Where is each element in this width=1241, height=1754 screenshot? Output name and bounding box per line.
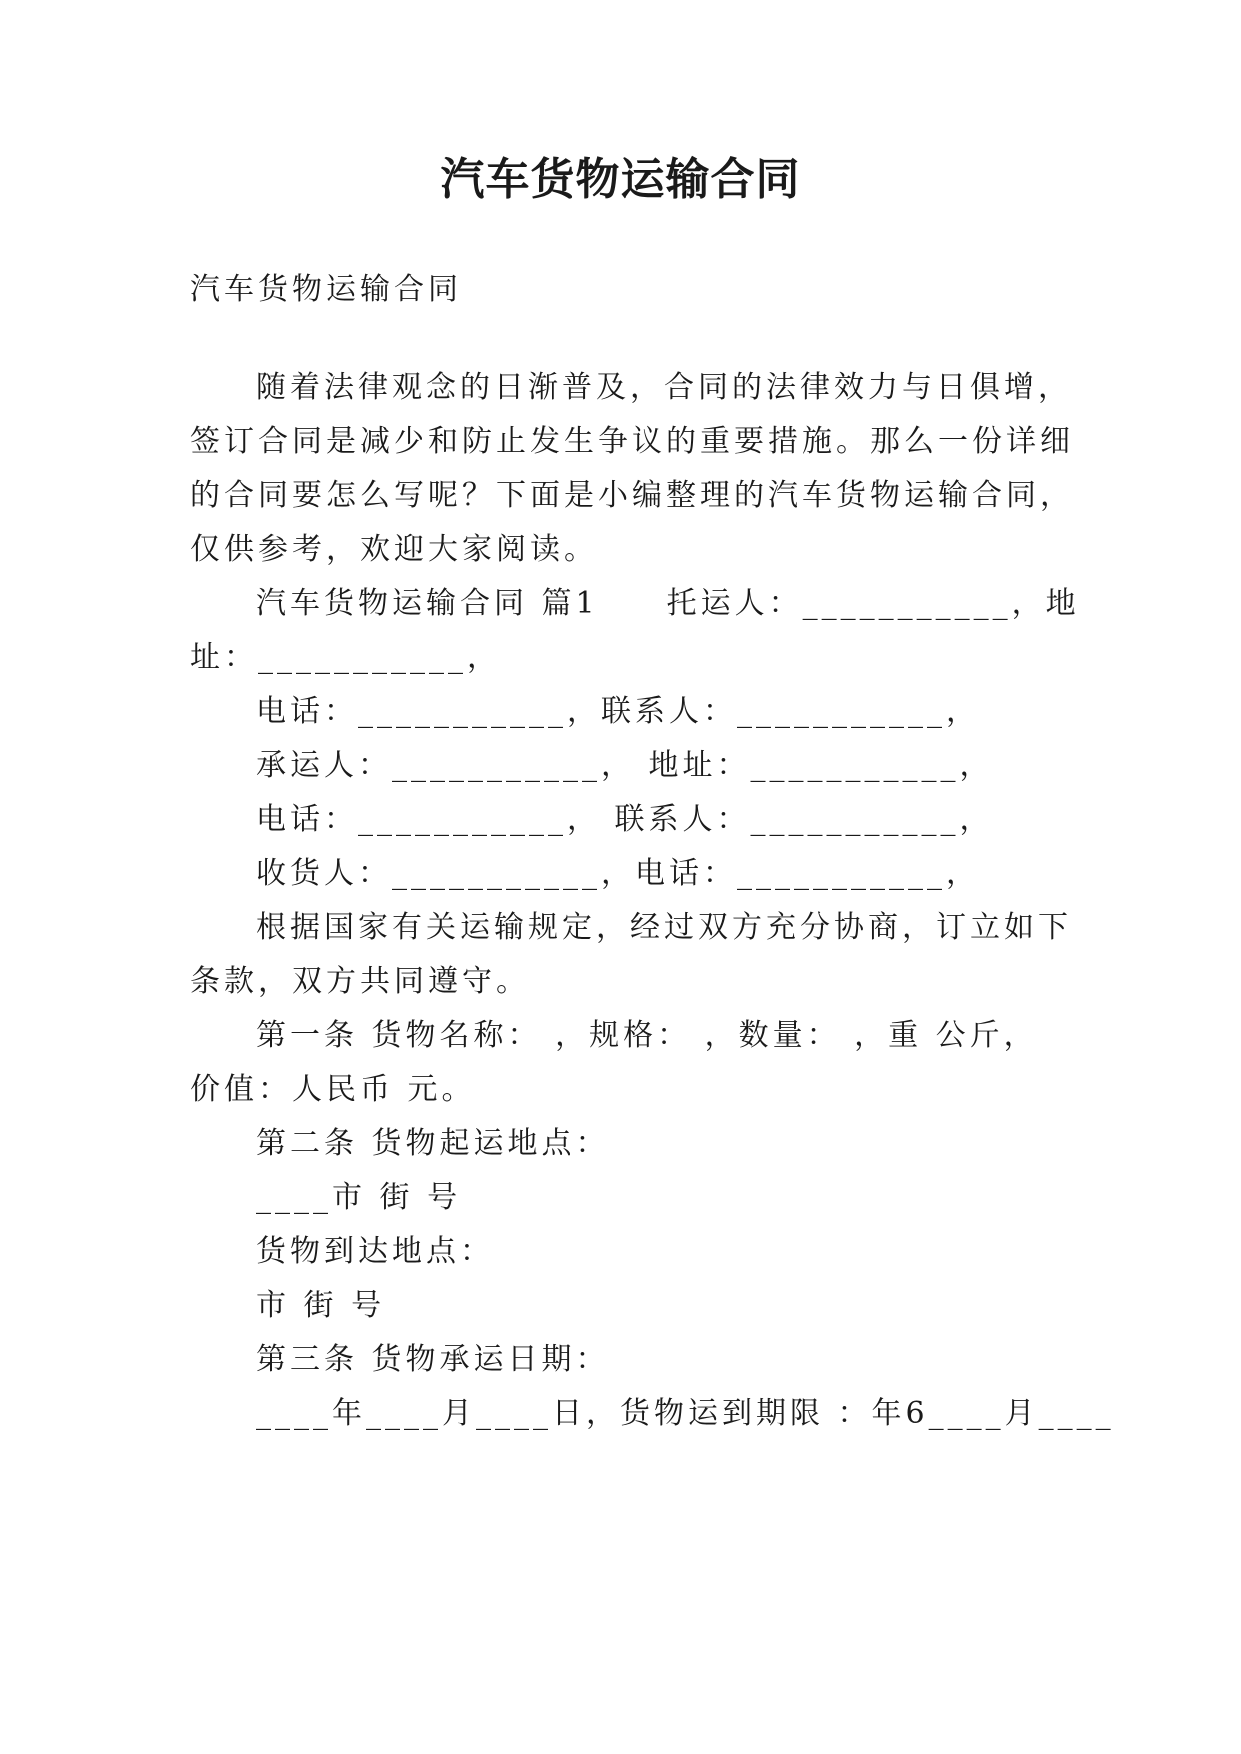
paragraph-line: 签订合同是减少和防止发生争议的重要措施。那么一份详细: [190, 424, 1074, 459]
paragraph-line: ____市 街 号: [256, 1180, 462, 1215]
document-subtitle: 汽车货物运输合同: [190, 272, 462, 307]
paragraph-line: 仅供参考，欢迎大家阅读。: [190, 532, 598, 567]
paragraph-line: 价值：人民币 元。: [190, 1072, 476, 1107]
paragraph-line: 第三条 货物承运日期：: [256, 1342, 610, 1377]
paragraph-line: 收货人：___________，电话：___________，: [256, 856, 980, 891]
paragraph-line: 承运人：___________， 地址：___________，: [256, 748, 994, 783]
paragraph-line: ____年____月____日，货物运到期限 ：年6____月____: [256, 1396, 1115, 1431]
paragraph-line: 随着法律观念的日渐普及，合同的法律效力与日俱增，: [256, 370, 1072, 405]
paragraph-line: 第二条 货物起运地点：: [256, 1126, 610, 1161]
paragraph-line: 根据国家有关运输规定，经过双方充分协商，订立如下: [256, 910, 1072, 945]
paragraph-line: 电话：___________， 联系人：___________，: [256, 802, 994, 837]
paragraph-line: 市 街 号: [256, 1288, 386, 1323]
paragraph-line: 电话：___________，联系人：___________，: [256, 694, 980, 729]
paragraph-line: 址：___________，: [190, 640, 501, 675]
paragraph-line: 的合同要怎么写呢？下面是小编整理的汽车货物运输合同，: [190, 478, 1074, 513]
paragraph-line: 汽车货物运输合同 篇1 托运人：___________，地: [256, 586, 1080, 621]
paragraph-line: 货物到达地点：: [256, 1234, 494, 1269]
paragraph-line: 第一条 货物名称： ，规格： ，数量： ，重 公斤，: [256, 1018, 1038, 1053]
document-title: 汽车货物运输合同: [440, 154, 801, 205]
paragraph-line: 条款，双方共同遵守。: [190, 964, 530, 999]
